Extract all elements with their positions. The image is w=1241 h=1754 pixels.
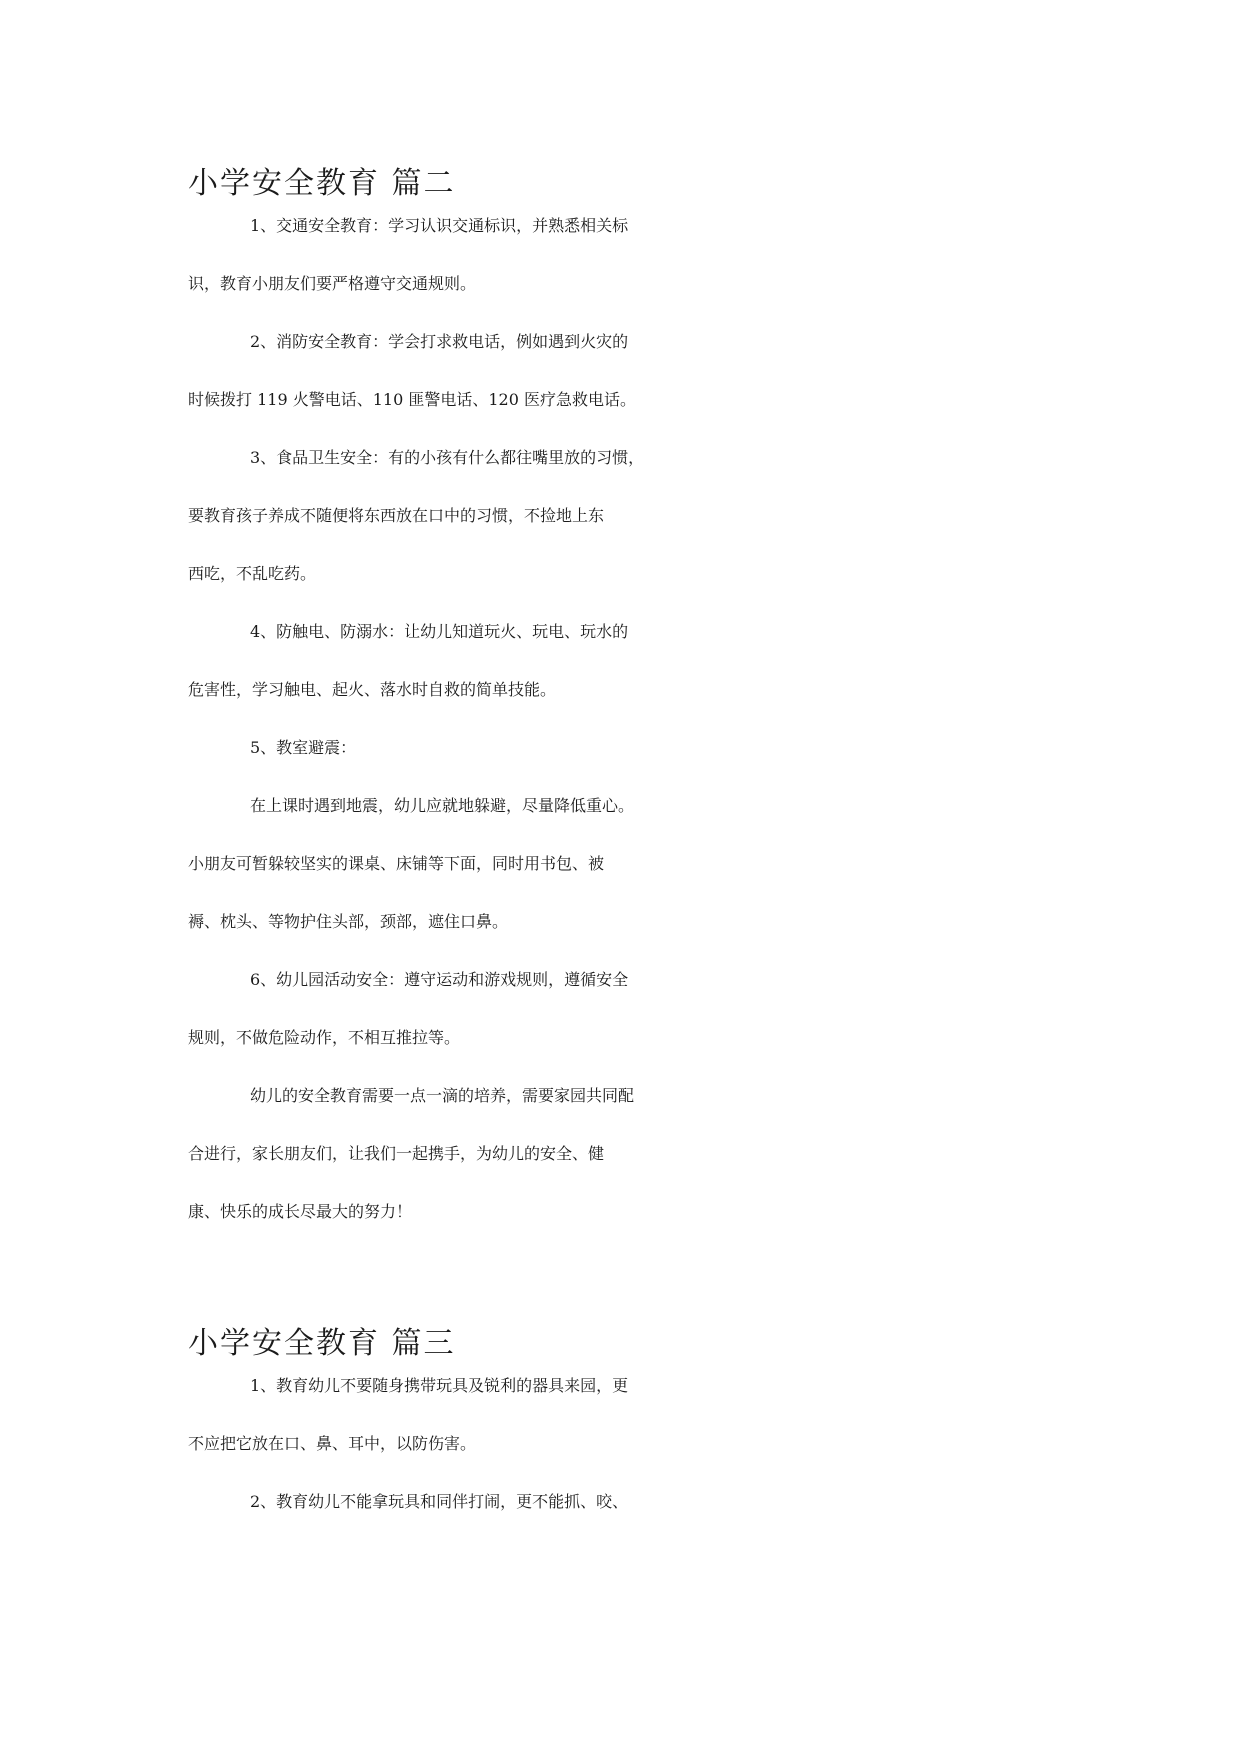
text-line: 4、防触电、防溺水：让幼儿知道玩火、玩电、玩水的 <box>250 622 629 641</box>
paragraph-earthquake-heading <box>188 735 1048 793</box>
text-line: 2、消防安全教育：学会打求救电话，例如遇到火灾的 <box>250 332 629 351</box>
paragraph-earthquake-detail <box>188 793 1048 967</box>
paragraph-sharp-objects <box>188 1373 1048 1489</box>
text-line: 2、教育幼儿不能拿玩具和同伴打闹，更不能抓、咬、 <box>250 1492 629 1511</box>
text-line: 在上课时遇到地震，幼儿应就地躲避，尽量降低重心。 <box>250 796 635 815</box>
text-line: 要教育孩子养成不随便将东西放在口中的习惯，不捡地上东 <box>188 506 605 525</box>
text-line: 不应把它放在口、鼻、耳中，以防伤害。 <box>188 1434 477 1453</box>
paragraph-traffic-safety <box>188 213 1048 329</box>
text-line: 1、教育幼儿不要随身携带玩具及锐利的器具来园，更 <box>250 1376 629 1395</box>
paragraph-fire-safety <box>188 329 1048 445</box>
text-line: 5、教室避震： <box>250 738 357 757</box>
text-line: 规则，不做危险动作，不相互推拉等。 <box>188 1028 461 1047</box>
text-line: 危害性，学习触电、起火、落水时自救的简单技能。 <box>188 680 557 699</box>
paragraph-kindergarten-activity <box>188 967 1048 1083</box>
text-line: 时候拨打 119 火警电话、110 匪警电话、120 医疗急救电话。 <box>188 390 636 409</box>
text-line: 识，教育小朋友们要严格遵守交通规则。 <box>188 274 477 293</box>
paragraph-no-fighting <box>188 1489 1048 1547</box>
document-page <box>188 155 1048 1547</box>
text-line: 3、食品卫生安全：有的小孩有什么都往嘴里放的习惯， <box>250 448 645 467</box>
section-spacer <box>188 1257 1048 1315</box>
paragraph-food-safety <box>188 445 1048 619</box>
text-line: 小朋友可暂躲较坚实的课桌、床铺等下面，同时用书包、被 <box>188 854 605 873</box>
section-title-3: 小学安全教育 篇三 <box>188 1326 456 1361</box>
text-line: 6、幼儿园活动安全：遵守运动和游戏规则，遵循安全 <box>250 970 629 989</box>
text-line: 西吃，不乱吃药。 <box>188 564 317 583</box>
text-line: 合进行，家长朋友们，让我们一起携手，为幼儿的安全、健 <box>188 1144 605 1163</box>
text-line: 康、快乐的成长尽最大的努力！ <box>188 1202 413 1221</box>
text-line: 褥、枕头、等物护住头部，颈部，遮住口鼻。 <box>188 912 509 931</box>
text-line: 1、交通安全教育：学习认识交通标识，并熟悉相关标 <box>250 216 629 235</box>
section-2-body <box>188 213 1048 1257</box>
paragraph-electric-water-safety <box>188 619 1048 735</box>
section-3-body <box>188 1373 1048 1547</box>
text-line: 幼儿的安全教育需要一点一滴的培养，需要家园共同配 <box>250 1086 635 1105</box>
paragraph-conclusion <box>188 1083 1048 1257</box>
section-title-2: 小学安全教育 篇二 <box>188 166 456 201</box>
